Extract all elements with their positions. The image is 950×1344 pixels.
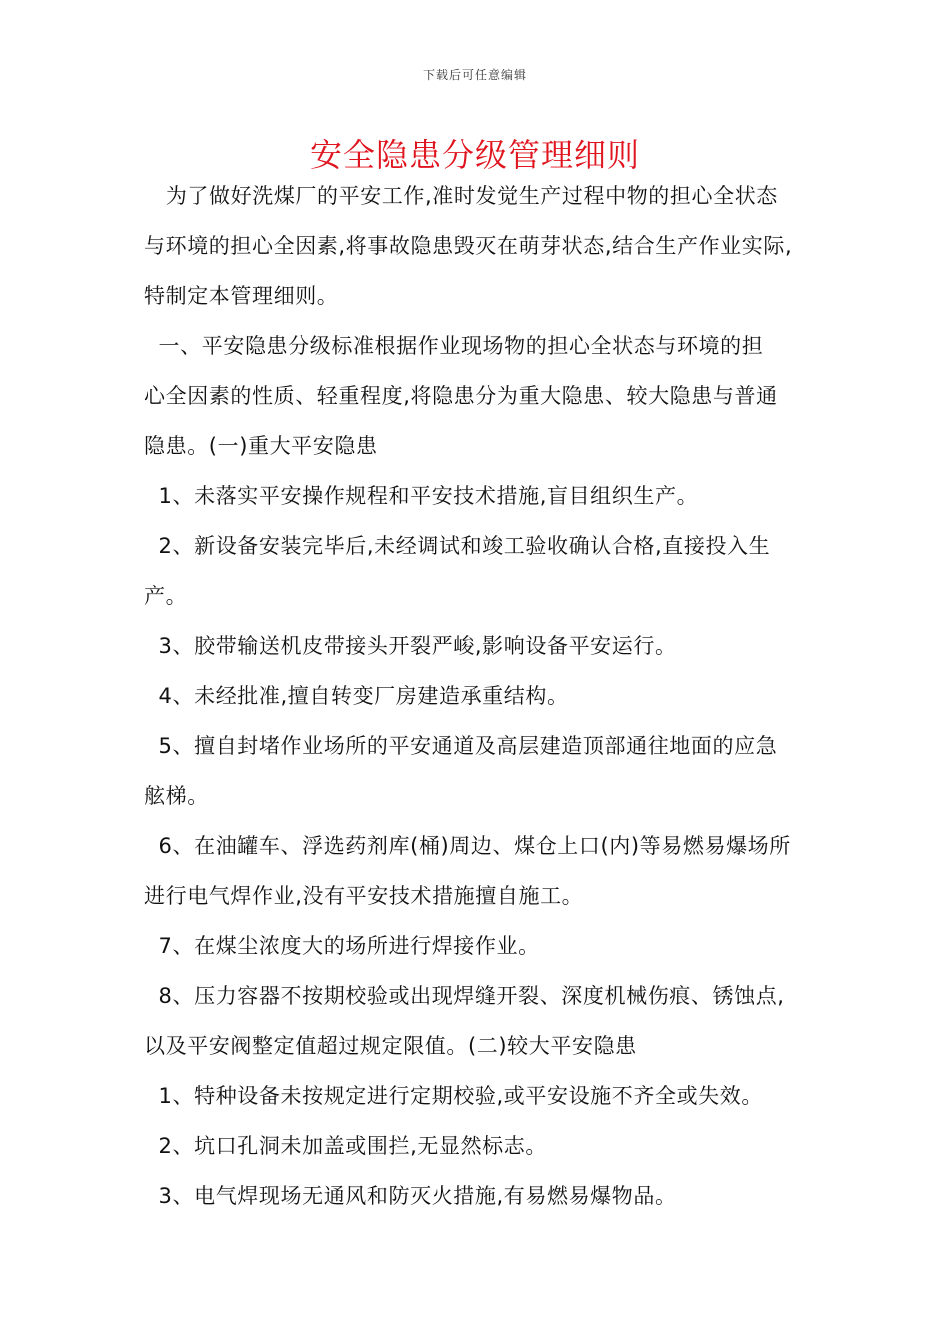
list-item: 2、坑口孔洞未加盖或围拦,无显然标志。	[144, 1134, 547, 1158]
list-item: 2、新设备安装完毕后,未经调试和竣工验收确认合格,直接投入生	[144, 534, 771, 558]
body-line: 产。	[144, 584, 188, 608]
list-item: 5、擅自封堵作业场所的平安通道及高层建造顶部通往地面的应急	[144, 734, 778, 758]
body-line: 为了做好洗煤厂的平安工作,准时发觉生产过程中物的担心全状态	[144, 184, 778, 208]
list-item: 7、在煤尘浓度大的场所进行焊接作业。	[144, 934, 540, 958]
document-title: 安全隐患分级管理细则	[309, 136, 640, 174]
body-line: 进行电气焊作业,没有平安技术措施擅自施工。	[144, 884, 584, 908]
list-item: 1、特种设备未按规定进行定期校验,或平安设施不齐全或失效。	[144, 1084, 763, 1108]
body-line: 一、平安隐患分级标准根据作业现场物的担心全状态与环境的担	[144, 334, 764, 358]
list-item: 3、电气焊现场无通风和防灭火措施,有易燃易爆物品。	[144, 1184, 677, 1208]
list-item: 4、未经批准,擅自转变厂房建造承重结构。	[144, 684, 569, 708]
body-line: 特制定本管理细则。	[144, 284, 339, 308]
list-item: 3、胶带输送机皮带接头开裂严峻,影响设备平安运行。	[144, 634, 677, 658]
body-line: 与环境的担心全因素,将事故隐患毁灭在萌芽状态,结合生产作业实际,	[144, 234, 793, 258]
body-line: 心全因素的性质、轻重程度,将隐患分为重大隐患、较大隐患与普通	[144, 384, 778, 408]
list-item: 6、在油罐车、浮选药剂库(桶)周边、煤仓上口(内)等易燃易爆场所	[144, 834, 791, 858]
page-header-note: 下载后可任意编辑	[422, 68, 527, 82]
list-item: 8、压力容器不按期校验或出现焊缝开裂、深度机械伤痕、锈蚀点,	[144, 984, 785, 1008]
body-line: 以及平安阀整定值超过规定限值。(二)较大平安隐患	[144, 1034, 637, 1058]
body-line: 舷梯。	[144, 784, 209, 808]
body-line: 隐患。(一)重大平安隐患	[144, 434, 378, 458]
list-item: 1、未落实平安操作规程和平安技术措施,盲目组织生产。	[144, 484, 699, 508]
